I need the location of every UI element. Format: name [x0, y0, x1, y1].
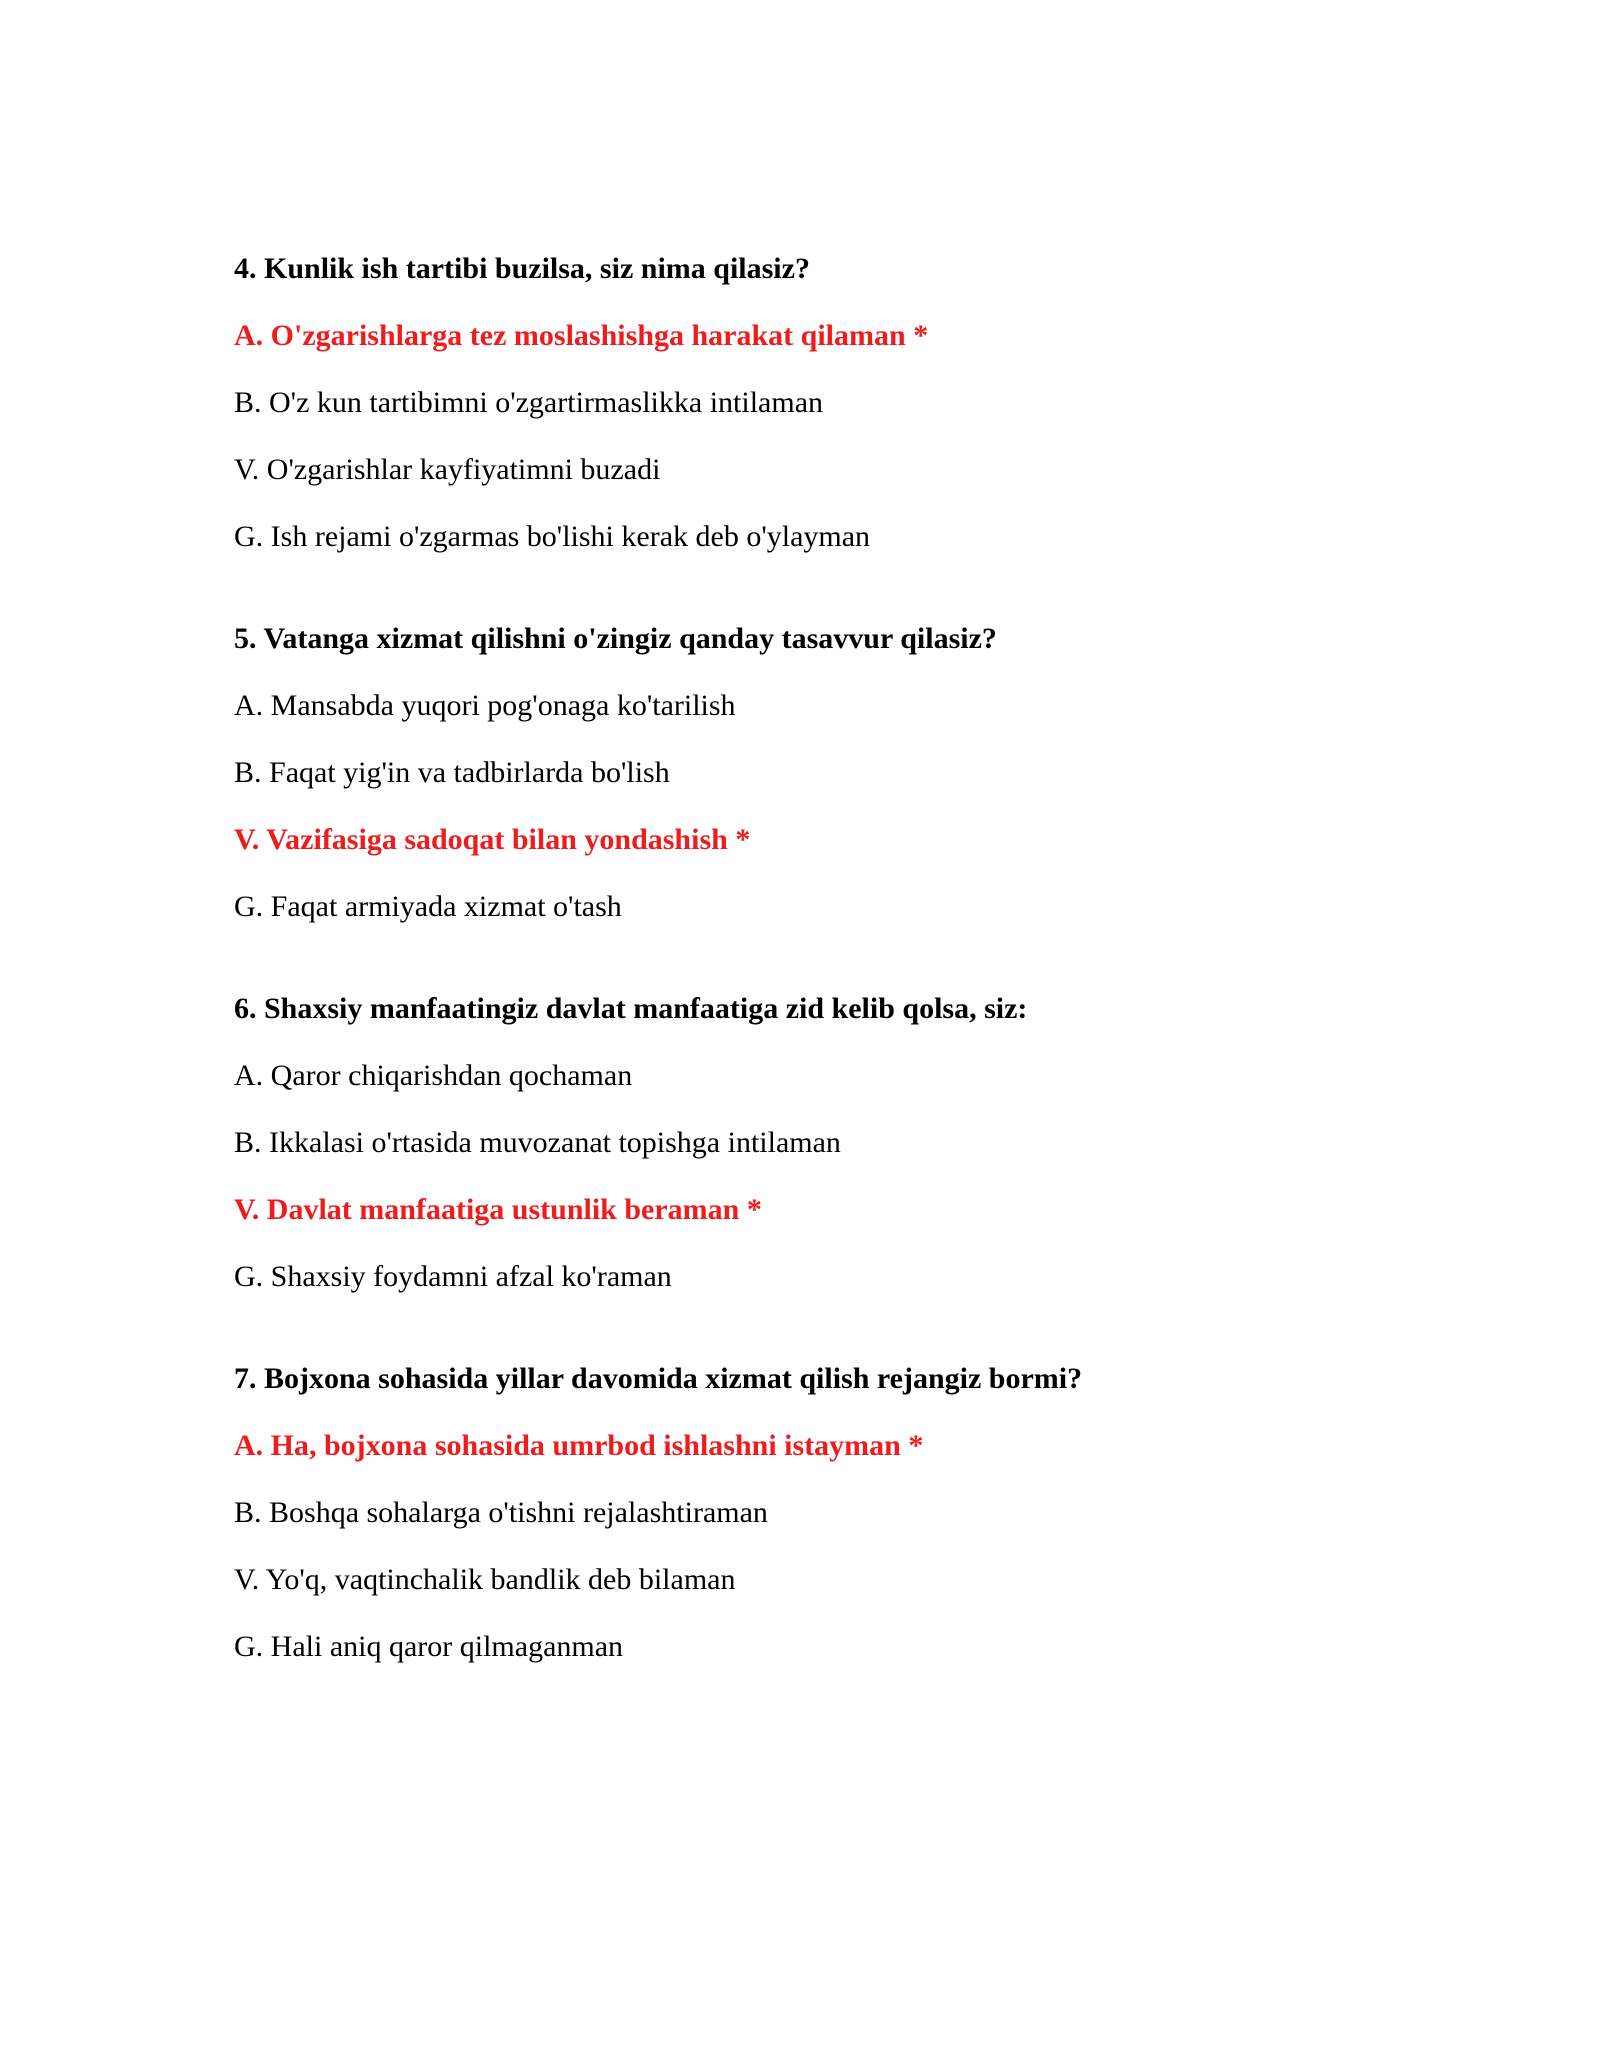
answer-option: G. Ish rejami o'zgarmas bo'lishi kerak deb o'ylayman	[234, 520, 871, 553]
question-title: 4. Kunlik ish tartibi buzilsa, siz nima qilasiz?	[234, 252, 810, 285]
question-block-4	[234, 251, 1600, 555]
question-block-6	[234, 991, 1600, 1295]
correct-answer-option: A. Ha, bojxona sohasida umrbod ishlashni istayman *	[234, 1429, 924, 1462]
answer-option: A. Mansabda yuqori pog'onaga ko'tarilish	[234, 689, 736, 722]
question-title: 7. Bojxona sohasida yillar davomida xizmat qilish rejangiz bormi?	[234, 1362, 1083, 1395]
correct-answer-option: V. Vazifasiga sadoqat bilan yondashish *	[234, 823, 751, 856]
answer-option: A. Qaror chiqarishdan qochaman	[234, 1059, 633, 1092]
answer-option: B. O'z kun tartibimni o'zgartirmaslikka intilaman	[234, 386, 824, 419]
question-block-5	[234, 621, 1600, 925]
answer-option: V. O'zgarishlar kayfiyatimni buzadi	[234, 453, 661, 486]
answer-option: B. Faqat yig'in va tadbirlarda bo'lish	[234, 756, 670, 789]
question-title: 6. Shaxsiy manfaatingiz davlat manfaatiga zid kelib qolsa, siz:	[234, 992, 1028, 1025]
correct-answer-option: V. Davlat manfaatiga ustunlik beraman *	[234, 1193, 762, 1226]
answer-option: G. Shaxsiy foydamni afzal ko'raman	[234, 1260, 672, 1293]
answer-option: B. Ikkalasi o'rtasida muvozanat topishga intilaman	[234, 1126, 841, 1159]
answer-option: G. Hali aniq qaror qilmaganman	[234, 1630, 624, 1663]
question-title: 5. Vatanga xizmat qilishni o'zingiz qanday tasavvur qilasiz?	[234, 622, 997, 655]
answer-option: G. Faqat armiyada xizmat o'tash	[234, 890, 622, 923]
answer-option: V. Yo'q, vaqtinchalik bandlik deb bilaman	[234, 1563, 736, 1596]
question-block-7	[234, 1361, 1600, 1665]
answer-option: B. Boshqa sohalarga o'tishni rejalashtiraman	[234, 1496, 768, 1529]
correct-answer-option: A. O'zgarishlarga tez moslashishga harakat qilaman *	[234, 319, 929, 352]
